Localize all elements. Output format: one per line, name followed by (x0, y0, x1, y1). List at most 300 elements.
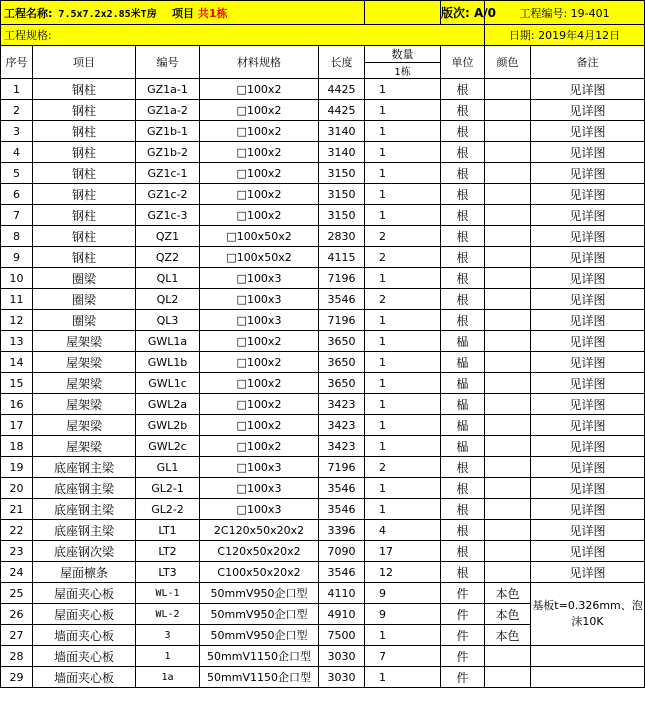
cell-spec: □100x3 (200, 310, 319, 331)
cell-length: 7090 (319, 541, 365, 562)
cell-color (485, 478, 531, 499)
cell-length: 3396 (319, 520, 365, 541)
cell-color (485, 373, 531, 394)
cell-seq: 28 (1, 646, 33, 667)
cell-unit: 根 (441, 100, 485, 121)
col-quantity: 数量 (365, 46, 441, 63)
cell-color (485, 415, 531, 436)
col-remark: 备注 (531, 46, 645, 79)
cell-seq: 1 (1, 79, 33, 100)
cell-item: 墙面夹心板 (33, 667, 136, 688)
cell-item: 钢柱 (33, 226, 136, 247)
cell-seq: 26 (1, 604, 33, 625)
col-spec: 材料规格 (200, 46, 319, 79)
cell-seq: 2 (1, 100, 33, 121)
cell-color: 本色 (485, 583, 531, 604)
cell-length: 3150 (319, 184, 365, 205)
table-row (1, 79, 645, 100)
cell-length: 3423 (319, 415, 365, 436)
cell-code: 1 (136, 646, 200, 667)
table-row (1, 247, 645, 268)
cell-qty: 1 (365, 121, 441, 142)
cell-seq: 11 (1, 289, 33, 310)
cell-unit: 榀 (441, 373, 485, 394)
cell-remark: 见详图 (531, 247, 645, 268)
cell-qty: 2 (365, 457, 441, 478)
cell-spec: 50mmV950企口型 (200, 583, 319, 604)
cell-length: 3423 (319, 436, 365, 457)
cell-length: 2830 (319, 226, 365, 247)
cell-code: 3 (136, 625, 200, 646)
cell-color (485, 562, 531, 583)
cell-unit: 根 (441, 121, 485, 142)
table-row (1, 457, 645, 478)
cell-spec: 2C120x50x20x2 (200, 520, 319, 541)
cell-item: 钢柱 (33, 142, 136, 163)
cell-code: GZ1b-1 (136, 121, 200, 142)
cell-length: 3546 (319, 499, 365, 520)
cell-unit: 根 (441, 457, 485, 478)
cell-remark: 见详图 (531, 142, 645, 163)
cell-unit: 根 (441, 205, 485, 226)
cell-length: 7196 (319, 310, 365, 331)
cell-code: QL2 (136, 289, 200, 310)
cell-item: 圈梁 (33, 268, 136, 289)
cell-spec: □100x2 (200, 415, 319, 436)
table-row (1, 583, 645, 604)
cell-unit: 根 (441, 247, 485, 268)
cell-remark: 见详图 (531, 205, 645, 226)
cell-unit: 榀 (441, 415, 485, 436)
cell-seq: 10 (1, 268, 33, 289)
cell-qty: 1 (365, 436, 441, 457)
cell-spec: □100x3 (200, 268, 319, 289)
cell-color (485, 184, 531, 205)
cell-length: 3140 (319, 121, 365, 142)
col-unit: 单位 (441, 46, 485, 79)
cell-item: 底座钢主梁 (33, 499, 136, 520)
cell-seq: 12 (1, 310, 33, 331)
cell-qty: 1 (365, 184, 441, 205)
cell-code: WL-2 (136, 604, 200, 625)
cell-qty: 1 (365, 394, 441, 415)
cell-code: LT3 (136, 562, 200, 583)
cell-spec: C100x50x20x2 (200, 562, 319, 583)
cell-item: 钢柱 (33, 100, 136, 121)
cell-color (485, 457, 531, 478)
cell-qty: 2 (365, 289, 441, 310)
cell-spec: □100x2 (200, 163, 319, 184)
cell-code: GZ1a-2 (136, 100, 200, 121)
cell-seq: 8 (1, 226, 33, 247)
cell-item: 屋面夹心板 (33, 604, 136, 625)
cell-code: GWL2c (136, 436, 200, 457)
cell-unit: 根 (441, 289, 485, 310)
cell-qty: 2 (365, 226, 441, 247)
cell-length: 3150 (319, 205, 365, 226)
cell-spec: 50mmV950企口型 (200, 604, 319, 625)
cell-unit: 件 (441, 583, 485, 604)
cell-spec: □100x2 (200, 373, 319, 394)
table-row (1, 142, 645, 163)
cell-remark: 见详图 (531, 436, 645, 457)
cell-remark: 见详图 (531, 415, 645, 436)
item-label: 项目 (172, 6, 195, 20)
cell-remark-merged: 基板t=0.326mm、泡沫10K (531, 583, 645, 646)
cell-color: 本色 (485, 625, 531, 646)
col-seq: 序号 (1, 46, 33, 79)
cell-seq: 18 (1, 436, 33, 457)
table-row (1, 331, 645, 352)
cell-seq: 6 (1, 184, 33, 205)
cell-qty: 17 (365, 541, 441, 562)
cell-item: 底座钢主梁 (33, 520, 136, 541)
project-name-cell (1, 1, 365, 25)
cell-qty: 1 (365, 310, 441, 331)
cell-qty: 1 (365, 499, 441, 520)
cell-color (485, 268, 531, 289)
cell-color (485, 100, 531, 121)
cell-unit: 根 (441, 163, 485, 184)
cell-remark: 见详图 (531, 79, 645, 100)
cell-item: 墙面夹心板 (33, 646, 136, 667)
cell-seq: 23 (1, 541, 33, 562)
cell-spec: □100x3 (200, 457, 319, 478)
col-color: 颜色 (485, 46, 531, 79)
table-row (1, 205, 645, 226)
cell-color (485, 352, 531, 373)
cell-qty: 1 (365, 415, 441, 436)
cell-spec: □100x2 (200, 394, 319, 415)
cell-length: 3650 (319, 352, 365, 373)
cell-unit: 根 (441, 268, 485, 289)
cell-spec: C120x50x20x2 (200, 541, 319, 562)
cell-length: 4425 (319, 79, 365, 100)
cell-length: 3030 (319, 667, 365, 688)
cell-seq: 20 (1, 478, 33, 499)
version-cell (365, 1, 441, 25)
table-row (1, 226, 645, 247)
cell-length: 4110 (319, 583, 365, 604)
cell-seq: 15 (1, 373, 33, 394)
cell-length: 3650 (319, 331, 365, 352)
col-quantity-sub: 1栋 (365, 63, 441, 79)
cell-unit: 榀 (441, 436, 485, 457)
cell-item: 屋架梁 (33, 331, 136, 352)
cell-spec: □100x3 (200, 499, 319, 520)
cell-remark: 见详图 (531, 373, 645, 394)
cell-remark: 见详图 (531, 352, 645, 373)
cell-seq: 4 (1, 142, 33, 163)
cell-seq: 3 (1, 121, 33, 142)
cell-unit: 榀 (441, 331, 485, 352)
date: 日期: 2019年4月12日 (508, 29, 621, 42)
cell-unit: 根 (441, 478, 485, 499)
cell-item: 底座钢次梁 (33, 541, 136, 562)
col-length: 长度 (319, 46, 365, 79)
cell-code: QZ2 (136, 247, 200, 268)
cell-unit: 件 (441, 604, 485, 625)
cell-unit: 根 (441, 562, 485, 583)
project-name-label: 工程名称: (4, 6, 53, 20)
table-row (1, 415, 645, 436)
cell-code: LT1 (136, 520, 200, 541)
cell-length: 3030 (319, 646, 365, 667)
cell-item: 屋架梁 (33, 394, 136, 415)
cell-remark: 见详图 (531, 184, 645, 205)
cell-color (485, 79, 531, 100)
cell-length: 7196 (319, 457, 365, 478)
table-row (1, 352, 645, 373)
cell-remark: 见详图 (531, 289, 645, 310)
cell-color (485, 541, 531, 562)
cell-item: 屋面檩条 (33, 562, 136, 583)
cell-seq: 24 (1, 562, 33, 583)
cell-code: GL1 (136, 457, 200, 478)
cell-unit: 根 (441, 142, 485, 163)
cell-length: 4115 (319, 247, 365, 268)
cell-color (485, 520, 531, 541)
cell-spec: □100x2 (200, 184, 319, 205)
project-code-cell (485, 1, 645, 25)
cell-qty: 1 (365, 478, 441, 499)
cell-item: 底座钢主梁 (33, 457, 136, 478)
cell-seq: 14 (1, 352, 33, 373)
cell-code: QZ1 (136, 226, 200, 247)
cell-code: QL1 (136, 268, 200, 289)
cell-seq: 22 (1, 520, 33, 541)
col-item: 项目 (33, 46, 136, 79)
cell-code: QL3 (136, 310, 200, 331)
cell-color (485, 499, 531, 520)
cell-qty: 7 (365, 646, 441, 667)
cell-qty: 1 (365, 142, 441, 163)
cell-code: LT2 (136, 541, 200, 562)
table-row (1, 268, 645, 289)
cell-code: GZ1c-3 (136, 205, 200, 226)
spec-row (1, 25, 645, 46)
table-row (1, 121, 645, 142)
cell-color (485, 205, 531, 226)
cell-spec: □100x2 (200, 331, 319, 352)
cell-item: 屋架梁 (33, 373, 136, 394)
date-cell (485, 25, 645, 46)
cell-length: 3650 (319, 373, 365, 394)
col-code: 编号 (136, 46, 200, 79)
cell-color (485, 436, 531, 457)
cell-qty: 4 (365, 520, 441, 541)
cell-length: 3546 (319, 478, 365, 499)
column-header-row-1 (1, 46, 645, 63)
cell-color (485, 394, 531, 415)
cell-spec: □100x2 (200, 205, 319, 226)
cell-remark: 见详图 (531, 541, 645, 562)
cell-unit: 根 (441, 541, 485, 562)
cell-item: 屋面夹心板 (33, 583, 136, 604)
cell-item: 圈梁 (33, 310, 136, 331)
cell-qty: 1 (365, 625, 441, 646)
cell-length: 3140 (319, 142, 365, 163)
cell-remark: 见详图 (531, 100, 645, 121)
cell-unit: 根 (441, 520, 485, 541)
cell-spec: □100x2 (200, 142, 319, 163)
cell-spec: 50mmV950企口型 (200, 625, 319, 646)
table-row (1, 394, 645, 415)
table-row (1, 541, 645, 562)
cell-color (485, 646, 531, 667)
cell-spec: 50mmV1150企口型 (200, 667, 319, 688)
cell-qty: 2 (365, 247, 441, 268)
table-row (1, 478, 645, 499)
table-row (1, 646, 645, 667)
cell-seq: 17 (1, 415, 33, 436)
table-row (1, 520, 645, 541)
cell-seq: 19 (1, 457, 33, 478)
cell-qty: 1 (365, 205, 441, 226)
cell-qty: 1 (365, 79, 441, 100)
cell-code: GL2-1 (136, 478, 200, 499)
table-row (1, 667, 645, 688)
cell-color (485, 310, 531, 331)
cell-remark: 见详图 (531, 121, 645, 142)
cell-item: 屋架梁 (33, 415, 136, 436)
cell-code: GWL2b (136, 415, 200, 436)
cell-unit: 榀 (441, 352, 485, 373)
cell-item: 底座钢主梁 (33, 478, 136, 499)
cell-remark: 见详图 (531, 163, 645, 184)
cell-code: GWL1a (136, 331, 200, 352)
cell-spec: 50mmV1150企口型 (200, 646, 319, 667)
version-label: 版次: A/0 (441, 6, 497, 20)
cell-unit: 件 (441, 646, 485, 667)
cell-length: 3423 (319, 394, 365, 415)
cell-spec: □100x2 (200, 436, 319, 457)
cell-seq: 13 (1, 331, 33, 352)
cell-item: 钢柱 (33, 205, 136, 226)
cell-code: GZ1c-1 (136, 163, 200, 184)
cell-spec: □100x2 (200, 79, 319, 100)
table-row (1, 562, 645, 583)
cell-spec: □100x50x2 (200, 226, 319, 247)
cell-remark: 见详图 (531, 499, 645, 520)
cell-seq: 7 (1, 205, 33, 226)
cell-color (485, 226, 531, 247)
table-row (1, 100, 645, 121)
table-row (1, 184, 645, 205)
cell-color (485, 247, 531, 268)
cell-qty: 1 (365, 331, 441, 352)
cell-color (485, 142, 531, 163)
cell-code: GWL2a (136, 394, 200, 415)
cell-remark: 见详图 (531, 226, 645, 247)
cell-color (485, 289, 531, 310)
cell-code: GWL1c (136, 373, 200, 394)
cell-length: 4910 (319, 604, 365, 625)
cell-length: 7500 (319, 625, 365, 646)
cell-code: GZ1a-1 (136, 79, 200, 100)
title-row (1, 1, 645, 25)
cell-qty: 12 (365, 562, 441, 583)
cell-length: 3546 (319, 562, 365, 583)
cell-unit: 榀 (441, 394, 485, 415)
cell-unit: 根 (441, 184, 485, 205)
cell-spec: □100x3 (200, 478, 319, 499)
cell-remark: 见详图 (531, 562, 645, 583)
cell-code: GZ1b-2 (136, 142, 200, 163)
table-row (1, 163, 645, 184)
cell-seq: 27 (1, 625, 33, 646)
cell-qty: 1 (365, 373, 441, 394)
cell-remark: 见详图 (531, 457, 645, 478)
cell-seq: 21 (1, 499, 33, 520)
cell-item: 墙面夹心板 (33, 625, 136, 646)
cell-qty: 9 (365, 604, 441, 625)
cell-remark: 见详图 (531, 310, 645, 331)
cell-remark: 见详图 (531, 478, 645, 499)
cell-length: 3546 (319, 289, 365, 310)
spec-label: 工程规格: (4, 29, 52, 42)
cell-seq: 9 (1, 247, 33, 268)
cell-seq: 5 (1, 163, 33, 184)
cell-code: 1a (136, 667, 200, 688)
cell-spec: □100x2 (200, 100, 319, 121)
cell-remark: 见详图 (531, 268, 645, 289)
project-name-value: 7.5x7.2x2.85米T房 (52, 8, 157, 20)
cell-seq: 16 (1, 394, 33, 415)
cell-length: 7196 (319, 268, 365, 289)
cell-length: 4425 (319, 100, 365, 121)
cell-qty: 1 (365, 163, 441, 184)
cell-remark: 见详图 (531, 394, 645, 415)
table-row (1, 499, 645, 520)
cell-qty: 1 (365, 100, 441, 121)
spec-cell (1, 25, 485, 46)
cell-unit: 件 (441, 667, 485, 688)
cell-item: 钢柱 (33, 79, 136, 100)
table-row (1, 373, 645, 394)
cell-item: 屋架梁 (33, 436, 136, 457)
cell-color (485, 121, 531, 142)
cell-remark: 见详图 (531, 331, 645, 352)
cell-code: WL-1 (136, 583, 200, 604)
cell-remark (531, 667, 645, 688)
cell-color: 本色 (485, 604, 531, 625)
cell-qty: 1 (365, 352, 441, 373)
table-row (1, 436, 645, 457)
table-row (1, 310, 645, 331)
cell-seq: 25 (1, 583, 33, 604)
cell-qty: 1 (365, 667, 441, 688)
cell-qty: 1 (365, 268, 441, 289)
cell-color (485, 163, 531, 184)
cell-item: 屋架梁 (33, 352, 136, 373)
cell-code: GWL1b (136, 352, 200, 373)
cell-spec: □100x2 (200, 121, 319, 142)
cell-item: 钢柱 (33, 184, 136, 205)
item-value: 共1栋 (197, 6, 228, 20)
cell-remark (531, 646, 645, 667)
cell-code: GZ1c-2 (136, 184, 200, 205)
cell-item: 圈梁 (33, 289, 136, 310)
cell-unit: 根 (441, 499, 485, 520)
cell-unit: 根 (441, 310, 485, 331)
cell-unit: 件 (441, 625, 485, 646)
cell-spec: □100x2 (200, 352, 319, 373)
version-label-cell (441, 1, 497, 25)
project-code: 工程编号: 19-401 (519, 6, 610, 20)
cell-unit: 根 (441, 79, 485, 100)
cell-spec: □100x3 (200, 289, 319, 310)
